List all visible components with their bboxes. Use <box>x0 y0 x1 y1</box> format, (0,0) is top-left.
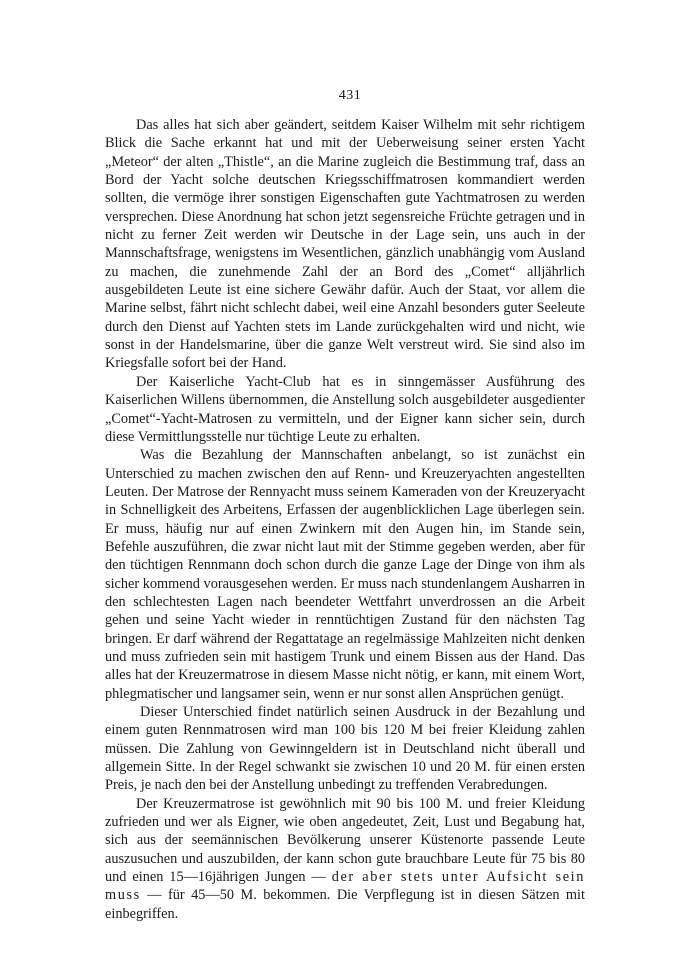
paragraph-2-text: Der Kaiserliche Yacht-Club hat es in sinngemässer Ausführung des Kaiserlichen Willens übernommen, die Anstellung solch ausgebildeter ausgedienter „Comet“-Yacht-Matrosen zu vermitteln, und der Eigner kann sicher sein, durch diese Vermittlungsstelle nur tüchtige Leute zu erhalten. <box>105 373 585 445</box>
paragraph-3-text: Was die Bezahlung der Mannschaften anbelangt, so ist zunächst ein Unterschied zu machen zwischen den auf Renn- und Kreuzeryachten angestellten Leuten. Der Matrose der Rennyacht muss seinem Kameraden von der Kreuzeryacht in Schnelligkeit des Arbeitens, Erfassen der augenblicklichen Lage überlegen sein. Er muss, häufig nur auf einen Zwinkern mit den Augen hin, im Stande sein, Befehle auszuführen, die zwar nicht laut mit der Stimme gegeben werden, aber für den tüchtigen Rennmann doch schon durch die ganze Lage der Dinge von ihm als sicher kommend vorausgesehen werden. Er muss nach stundenlangem Ausharren in den schlechtesten Lagen nach beendeter Wettfahrt unverdrossen an die Arbeit gehen und seine Yacht wieder in renntüchtigen Zustand für den nächsten Tag bringen. Er darf während der Regattatage an regelmässige Mahlzeiten nicht denken und muss zufrieden sein mit hastigem Trunk und einem Bissen aus der Hand. Das alles hat der Kreuzermatrose in diesem Masse nicht nötig, er kann, mit einem Wort, phlegmatischer und langsamer sein, wenn er nur sonst allen Ansprüchen genügt. <box>105 447 585 702</box>
paragraph-5-spaced-emphasis: der aber stets unter Aufsicht sein muss <box>105 869 585 904</box>
paragraph-5-text-end: — für 45—50 M. bekommen. Die Verpflegung ist in diesen Sätzen mit einbegriffen. <box>105 887 585 922</box>
page-number: 431 <box>338 88 362 103</box>
paragraph-4-text: Dieser Unterschied findet natürlich seinen Ausdruck in der Bezahlung und einem guten Rennmatrosen wird man 100 bis 120 M bei freier Kleidung zahlen müssen. Die Zahlung von Gewinngeldern ist in Deutschland nicht überall und allgemein Sitte. In der Regel schwankt sie zwischen 10 und 20 M. für einen ersten Preis, je nach den bei der Anstellung unbedingt zu treffenden Verabredungen. <box>105 704 585 794</box>
paragraph-4 <box>105 703 585 795</box>
paragraph-1-text: Das alles hat sich aber geändert, seitdem Kaiser Wilhelm mit sehr richtigem Blick die Sache erkannt hat und mit der Ueberweisung seiner ersten Yacht „Meteor“ der alten „Thistle“, an die Marine zugleich die Bestimmung traf, dass an Bord der Yacht solche deutschen Kriegsschiffmatrosen kommandiert werden sollten, die vermöge ihrer sonstigen Eigenschaften gute Yachtmatrosen zu werden versprechen. Diese Anordnung hat schon jetzt segensreiche Früchte getragen und in nicht zu ferner Zeit werden wir Deutsche in der Lage sein, uns auch in der Mannschaftsfrage, wenigstens im Wesentlichen, gänzlich unabhängig vom Ausland zu machen, die zunehmende Zahl der an Bord des „Comet“ alljährlich ausgebildeten Leute ist eine sichere Gewähr dafür. Auch der Staat, vor allem die Marine selbst, fährt nicht schlecht dabei, weil eine Anzahl besonders guter Seeleute durch den Dienst auf Yachten stets im Lande zurückgehalten wird und nicht, wie sonst in der Handelsmarine, über die ganze Welt verstreut wird. Sie sind also im Kriegsfalle sofort bei der Hand. <box>105 117 585 372</box>
paragraph-1 <box>105 116 585 373</box>
paragraph-2 <box>105 373 585 446</box>
paragraph-5-text-start: Der Kreuzermatrose ist gewöhnlich mit 90 bis 100 M. und freier Kleidung zufrieden und wer als Eigner, wie oben angedeutet, Zeit, Lust und Begabung hat, sich aus der seemännischen Bevölkerung unserer Küstenorte passende Leute auszusuchen und auszubilden, der kann schon gute brauchbare Leute für 75 bis 80 und einen 15—16jährigen Jungen — <box>105 795 585 886</box>
body-text <box>105 116 585 923</box>
paragraph-3 <box>105 446 585 703</box>
paragraph-5 <box>105 795 585 923</box>
